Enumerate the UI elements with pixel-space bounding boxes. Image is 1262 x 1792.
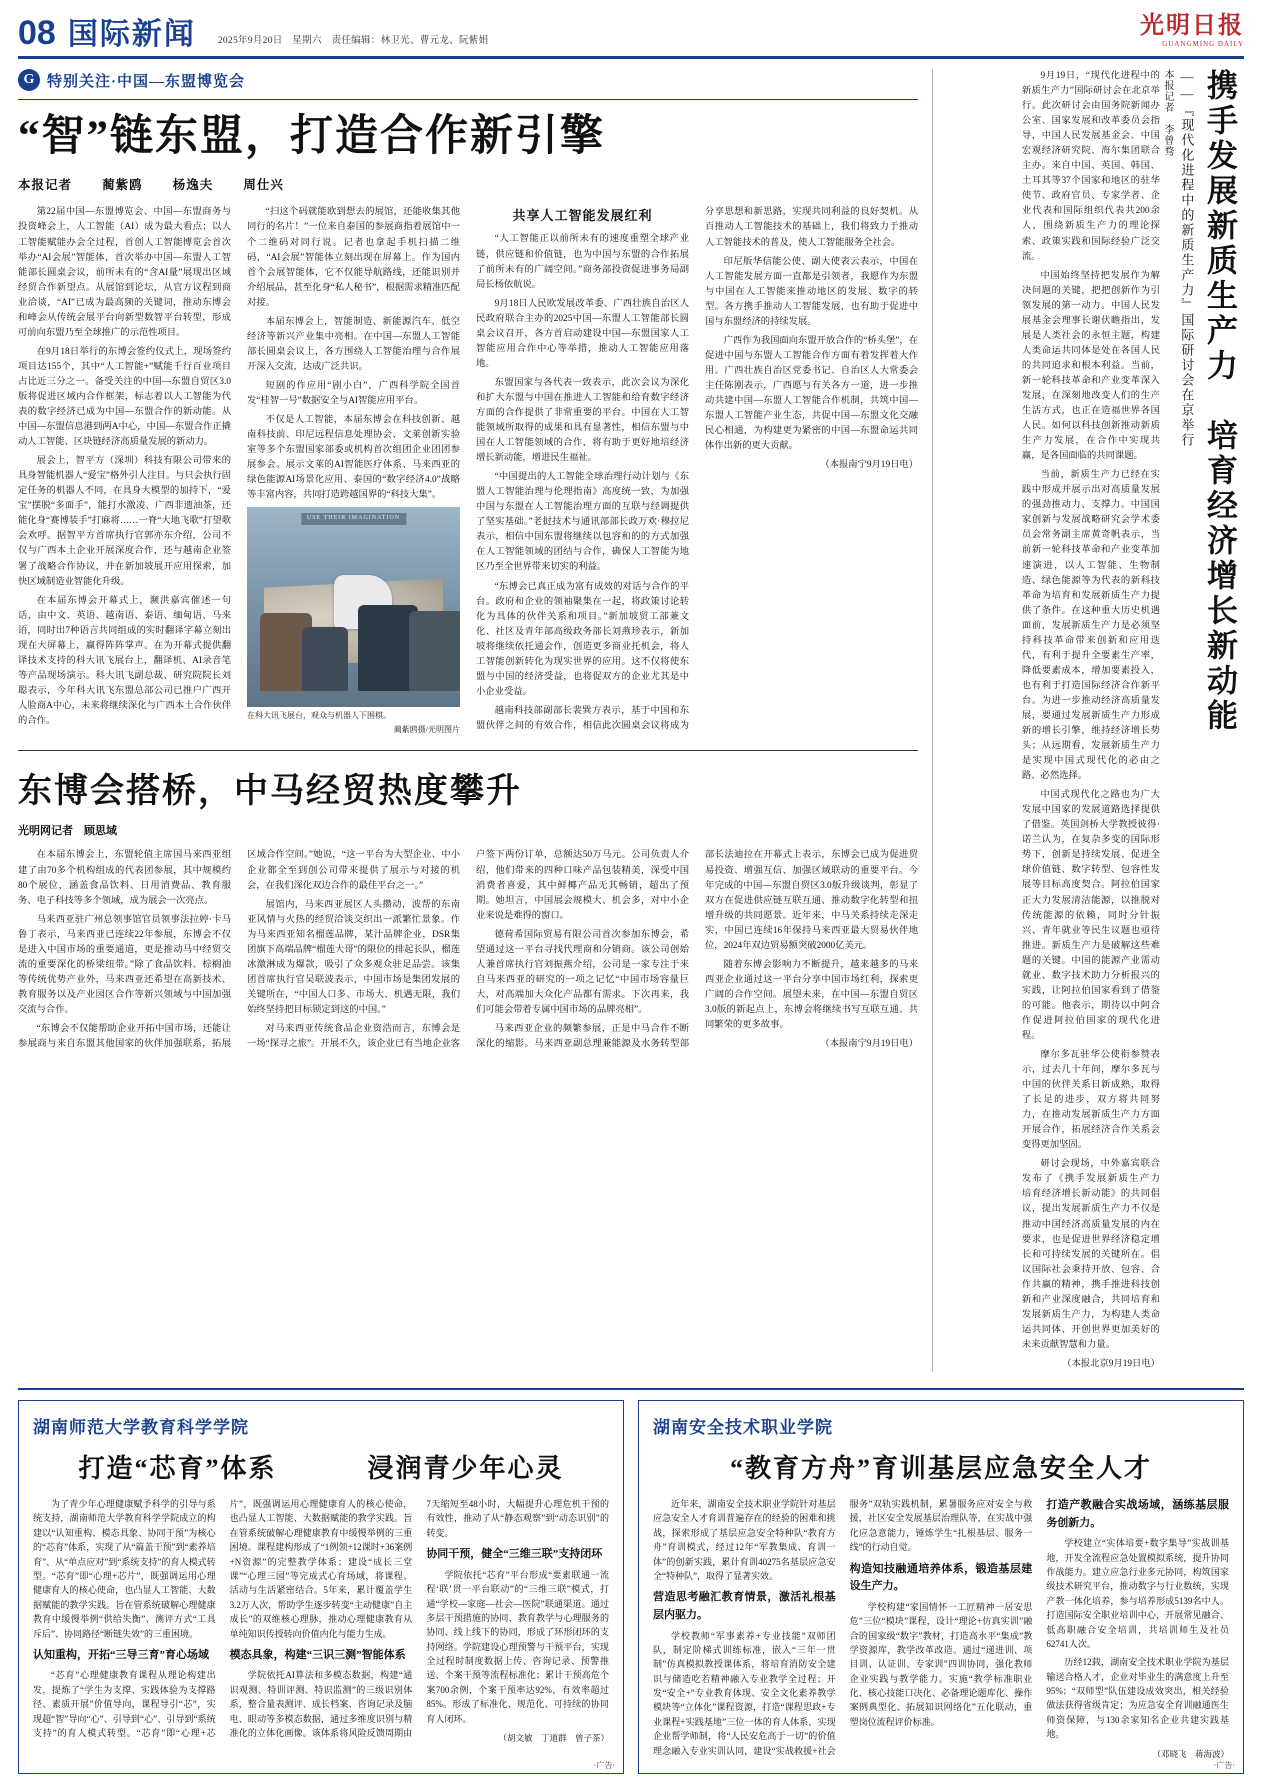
story3-headline: 携手发展新质生产力 培育经济增长新动能 — [1202, 69, 1237, 734]
main-content — [18, 69, 1244, 1372]
paragraph: “芯育”心理健康教育课程从理论构建出发，提炼了“学生为支撑、实践体验为支撑路径、素质开展”价值导向，课程导引“芯”，实现超“智”导向“心”、引导到“心”、引导到“系统支持”的育人模式转型。“芯育”即“心理+芯片”，既强调运用心理健康育人的核心使命，也凸显人工智能、大数据赋能的教学实践。旨在管系统破解心理健康教育中缓慢举例的三重困境。课程建构形成了“1例领+12课时+36案例+N资源”的完整教学体系；建设“成长三堂课”“心理三园”等完成式心育场域，将课程、活动与生活紧密结合。5年来，累计覆盖学生3.2万人次，帮助学生逐步转变“主动健康”自主成长”的双维核心理脉，推动心理健康教育从单纯知识传授转向价值内化与能力生成。 — [33, 1498, 413, 1739]
paragraph: 在本届东博会开幕式上，濒洪嘉宾催述一句话，由中文、英语、越南语、泰语、缅甸语、马来语，同时出7种语言共同组成的实时翻译字幕立刻出现在大屏幕上，赢得阵阵掌声。在为开幕式提供翻译技术支持的科大讯飞展台上，翻译机、AI录音笔等产品现场演示。科大讯飞副总裁、研究院院长刘聪表示，今年科大讯飞东盟总部公司已推户广西开人脸商A中心，未来将继续深化与广西本土合作伙伴的合作。 — [18, 595, 231, 726]
story2-body — [18, 848, 918, 1052]
ad-subhead: 认知重构，开拓“三导三育”育心场域 — [33, 1648, 209, 1661]
byline-label: 本报记者 — [18, 178, 73, 193]
paragraph: “中国提出的人工智能全球治理行动计划与《东盟人工智能治理与伦理指南》高度统一致，为加强中国与东盟在人工智能治理方面的互联与经调提供了坚实基础。”老挝技术与通讯部部长政万欢·穆拉尼表示，相信中国东盟将继续以包容和的的方式加强在人工智能领域的团结与合作，确保人工智能为地区乃至全世界带来切实的利益。 — [476, 472, 689, 573]
kicker-label: 特别关注·中国—东盟博览会 — [47, 73, 246, 90]
story1-subhead: 共享人工智能发展红利 — [512, 208, 653, 224]
paragraph: 历经12载，湖南安全技术职业学院为基层输送合格人才，企业对毕业生的满意度上升至95%；“双师型”队伍建设成效突出，相关经验做法获得省级肯定；为应急安全育训融通医生师资保障，与130余家知名企业共建实践基地。 — [1046, 1657, 1229, 1740]
advertorial-right — [638, 1400, 1244, 1774]
photo-figure — [409, 611, 460, 691]
ad-subhead: 打造产教融合实战场域，涵练基层服务创新力。 — [1046, 1498, 1229, 1529]
ad-right-signature: （邓晓飞 蒋海波） — [1152, 1748, 1229, 1759]
photo-figure — [302, 627, 348, 691]
advertorial-left — [18, 1400, 624, 1774]
paragraph: 不仅是人工智能，本届东博会在科技创新、越南科技前、印尼远程信息处理协会、文莱创新实验室等多个东盟国家部委或机构首次组团企业团团参展参会。展示文莱的AI智能医疗体系、马来西亚的绿色能源AI场景化应用、泰国的“数字经济4.0”战略等丰富内容，共同打造跨越国界的“科技大集”。 — [247, 415, 460, 501]
section-title: 国际新闻 — [67, 18, 196, 51]
kicker — [18, 69, 918, 91]
paragraph: 当前，新质生产力已经在实践中形成并展示出对高质量发展的强劲推动力、支撑力。中国国家创新与发展战略研究会学术委员会常务副主席黄奇帆表示，当前新一轮科技革命和产业变革加速演进，以人工智能、生物制造、绿色能源等为代表的新科技革命为培育和发展新质生产力提供了条件。在这种重大历史机遇面前，发展新质生产力是必须坚持科技革命带来创新和应用迭代，有利于提升全要素生产率，降低要素成本，增加要素投入，也有利于打造国际经济合作新平台。为进一步推动经济高质量发展，要通过发展新质生产力形成新的增长引擎，维持经济增长势头；从远期看，发展新质生产力是实现中国式现代化的必由之路、必然选择。 — [1021, 470, 1160, 782]
paragraph: 短剧的作应用“剧小白”，广西科学院全国首发“桂智一号”数据安全与AI智能应用平台。 — [247, 380, 460, 406]
paragraph: 在9月18日举行的东博会签约仪式上，现场签约项目达155个，其中“人工智能+”赋能千行百业项目占比近三分之一。备受关注的中国—东盟自贸区3.0版将促进区域内合作框架，标志着以人工智能为代表的数字经济已成为中国—东盟合作的新动能。从中国—东盟信息港到两A中心，中国—东盟合作正撬动人工智能、区块链经济高质量发展的新动力。 — [18, 346, 231, 448]
paragraph: “东博会已真正成为富有成效的对话与合作的平台。政府和企业的领袖聚集在一起，将政策讨论转化为具体的伙伴关系和项目。”新加坡贸工部兼文化、社区及青年部高级政务部长刘燕珍表示，新加坡将继续依托通会作，创造更多商业托机会，将人工智能创新转化为现实世界的应用。这不仅将使东盟与中国的经济受益，也将促双方的企业尤其是中小企业受益。 — [476, 581, 689, 697]
paragraph: 为了青少年心理健康赋予科学的引导与系统支持，湖南师范大学教育科学学院成立的构建以“认知重构、模态具象、协同干预”为核心的“芯育”体系，实现了从“篇盖干预”到“素养培育”、从“单点应对”到“系统支持”的育人模式转型。“芯育”即“心理+芯片”，既强调运用心理健康育人的核心使命，也凸显人工智能、大数据赋能的教学实践。旨在管系统破解心理健康教育中缓慢举例“供给失衡”、测评方式“工具斥后”、协同路径“断链失效”的三重困境。 — [33, 1498, 216, 1639]
ad-right-title: “教育方舟”育训基层应急安全人才 — [729, 1453, 1152, 1483]
divider — [18, 99, 918, 100]
photo-banner-text: USE THEIR IMAGINATION — [301, 513, 406, 525]
story1-dateline: （本报南宁9月19日电） — [820, 460, 918, 471]
paragraph: 中国式现代化之路也为广大发展中国家的发展道路选择提供了借鉴。英国剑桥大学教授彼得·诺兰认为，在复杂多变的国际形势下，创新是持续发展、促进全球价值链、数字转型、包容性发展等目标高度契合。阿拉伯国家正大力发展清洁能源，以推脱对传统能源的依赖，同时分针振兴、青年就业等民生议题也亟待推进。新质生产力是破解这些难题的关键。中国的能源产业需动就业、数字技术助力分析报兴的实践，让阿拉伯国家看到了借鉴的可能。他表示，期待以中阿合作促进阿拉伯国家的现代化进程。 — [1021, 790, 1160, 1041]
photo-credit: 蔺紫鸥摄/光明图片 — [393, 724, 460, 734]
paragraph: 东盟国家与各代表一致表示，此次会议为深化和扩大东盟与中国在推进人工智能和给育数字经济方面的合作提供了非常重要的平台。中国在人工智能领域所取得的成果和具有显著性，相信东盟与中国在人工智能领域的合作，将有助于更好地培经济增长新动能，增进民生福祉。 — [476, 377, 689, 464]
ad-subhead: 营造思考融汇教育情景，激活礼根基层内驱力。 — [653, 1591, 836, 1621]
story2-byline: 光明网记者 顾思域 — [18, 825, 117, 838]
paragraph: “东博会不仅能帮助企业开拓中国市场，还能让参展商与来自东盟其他国家的伙伴加强联系，拓展区域合作空间。”她说，“这一平台为大型企业、中小企业都全至到创公司带来提供了展示与对接的机会，在我们深化双边合作的最佳平台之一。” — [18, 850, 460, 1050]
paragraph: “人工智能正以前所未有的速度重塑全球产业链，供应链和价值链，也为中国与东盟的合作拓展了前所未有的广阔空间。”商务部投资促进事务局副局长杨依航说。 — [476, 234, 689, 290]
paragraph: 学校教师“军事素养+专业技能”双师团队，制定阶梯式训练标准，嵌入“三年一贯制”仿真模拟教授课体系，将培育消防安全建识与储造吃若精神融入专业教学全过程；开发“安全+”专业教育体现、安全文化素养教学模块等“立体化”课程资源，打造“课程思政+专业课程+实践基地”三位一体的育人体系，实现企业帮学师制，将“人民安危高于一切”的价值理念融入专业实训认同，建设“实战救援+社会服务”双轨实践机制，累暑服务应对安全与救援，社区安全发展基层治理队等，在实战中强化应急意能力，锤炼学生“扎根基层、服务一线”的行动自觉。 — [653, 1498, 1033, 1756]
author-1: 蔺紫鸥 — [102, 178, 143, 193]
paragraph: “扫这个码就能欧到想去的展馆，还能收集其他同行的名片！”一位来自泰国的参展商指着展馆中一个二维码对同行说。记者也拿起手机扫描二维码，“AI会展”智能体立刻出现在屏幕上。作为国内首个会展智能体，它不仅能导航路线，还能识别并介绍展品，甚至化身“私人秘书”，根据需求精准匹配对接。 — [247, 207, 460, 308]
masthead-meta: 2025年9月20日 星期六 责任编辑：林卫光、曹元龙、阮紫娟 — [217, 36, 489, 46]
paragraph: 马来西亚企业的频繁参展，正是中马合作不断深化的缩影。马来西亚副总理兼能源及水务转型部部长法迪拉在开幕式上表示，东博会已成为促进贸易投资、增强互信、加强区域联动的重要平台。今年完成的中国—东盟自贸区3.0版升级谈判，彰显了双方在促进供应链互联互通、推动数字化转型和扭增升级的共同愿景。近年来，中马关系持续走深走实，中国已连续16年保持马来西亚最大贸易伙伴地位，2024年双边贸易额突破2000亿美元。 — [476, 850, 918, 1050]
paragraph: 第22届中国—东盟博览会、中国—东盟商务与投资峰会上，人工智能（AI）成为最大看点；以人工智能赋能办会全过程，首创人工智能博览会首次举办“AI会展”智能体，首次举办中国—东盟人工智能部长圆桌会议，前所未有的“含AI量”展现出区域经贸合作新望点。从展馆到论坛，从官方议程到商业洽谈，“AI”已成为最高频的关键词，推动东博会和峰会从传统会展平台向新型数智平台转型，形成可前向东盟乃至全球推广的示范性项目。 — [18, 207, 231, 338]
story1-headline: “智”链东盟，打造合作新引擎 — [18, 113, 605, 160]
paragraph: 本届东博会上，智能制造、新能源汽车、低空经济等新兴产业集中亮相。在中国—东盟人工智能部长圆桌会议上，各方围绕人工智能治理与合作展开深入交流，达成广泛共识。 — [247, 316, 460, 372]
right-column — [932, 69, 1237, 1372]
story3-dateline: （本报北京9月19日电） — [1062, 1358, 1160, 1369]
paragraph: 越南科技部副部长裴巽方表示，基于中国和东盟伙伴之间的有效合作，相信此次圆桌会议将成为分享思想和新思路，实现共同利益的良好契机。从百推动人工智能技术的基础上，我们将致力于推动人工智能技术的普及，使人工智能服务全社会。 — [476, 207, 918, 731]
ad-right-tag: ·广告· — [1213, 1761, 1235, 1771]
paragraph: 展会上，智平方（深圳）科技有限公司带来的具身智能机器人“爱宝”格外引人注目。与只会执行固定任务的机器人不同，在具身大模型的加持下，“爱宝”摆脱“多面手”，能打水激凌、广西非遗油茶，还能化身“赛博装手”打麻将……一脊“大地飞歌”打望歌会欢呼。据智平方首席执行官郭亦东介绍，公司不仅与广西本土企业开展深度合作，还与越南企业签署了战略合作协议，并在新加坡展开应用探索，加快区域制造业智能化升级。 — [18, 456, 231, 587]
ad-left-title-b: 浸润青少年心灵 — [367, 1453, 564, 1483]
story1-byline — [18, 175, 918, 193]
brand-name: 光明日报 — [1140, 13, 1244, 39]
divider — [18, 750, 918, 751]
story2-dateline: （本报南宁9月19日电） — [820, 1039, 918, 1050]
paragraph: 摩尔多瓦驻华公使衔参赞表示，过去几十年间，摩尔多瓦与中国的伙伴关系日新成熟，取得了长足的进步，双方将共同努力，在推动发展新质生产力方面开展合作，拓展经济合作关系会变得更加坚固。 — [1021, 1050, 1160, 1151]
paragraph: 9月19日，“现代化进程中的新质生产力”国际研讨会在北京举行。此次研讨会由国务院新闻办公室、国家发展和改革委员会指导，中国人民发展基金会、中国宏观经济研究院、海尔集团联合主办。来自中国、英国、韩国、土耳其等37个国家和地区的驻华使节、政府官员、专家学者、企业代表和国际组织代表共200余人，围绕新质生产力的理论探索、政策实践和国际经验广泛交流。 — [1021, 71, 1160, 262]
story3 — [945, 69, 1237, 1372]
kicker-badge-icon: G — [18, 69, 40, 91]
ad-subhead: 协同干预，健全“三维三联”支持闭环 — [426, 1548, 603, 1561]
paragraph: 研讨会现场，中外嘉宾联合发布了《携手发展新质生产力 培育经济增长新动能》的共同倡议，提出发展新质生产力不仅是推动中国经济高质量发展的内在要求，也是促进世界经济稳定增长和可持续发展的关键所在。倡议国际社会秉持开放、包容、合作共赢的精神，携手推进科技创新和产业深度融合，共同培育和发展新质生产力，为构建人类命运共同体、开创世界更加美好的未来贡献智慧和力量。 — [1021, 1159, 1170, 1350]
author-2: 杨逸夫 — [172, 178, 214, 193]
masthead — [18, 0, 1244, 59]
paragraph: 德荷希国际贸易有限公司首次参加东博会，希望通过这一平台寻找代理商和分销商。该公司创始人兼首席执行官刘振燕介绍，公司是一家专注于来自马来西亚的研究的一项之记忆“中国市场容量巨大，对高端加大众化产品都有需求。下次再来，我们可能会带着专属中国市场的品牌亮相”。 — [476, 929, 689, 1015]
paragraph: 学院依托“芯育”平台形成“要素联通一流程‘联’贯一平台联动”的“三维三联”模式，打通“学校—家庭—社会—医院”联通渠道。通过多层干预措施的协同、教育教学与心理服务的协同、线上线下的协同，形成了环形闭环的支持网络。学院建设心理预警与干预平台，实现全过程时制度数据上传、咨询记录、预警推送、个案干预等流程标准化；累计干预高危个案700余例，个案干预率达92%，有效率超过85%。形成了标准化、规范化、可持续的协同育人闭环。 — [426, 1569, 609, 1724]
paragraph: 广西作为我国面向东盟开放合作的“桥头堡”，在促进中国与东盟人工智能合作方面有着发挥着大作用。广西壮族自治区党委书记、自治区人大常委会主任陈刚表示，广西愿与有关各方一道，进一步推动共建中国—东盟人工智能合作机制，共筑中国—东盟人工智能产业生态，共促中国—东盟文化交融民心相通，为构建更为紧密的中国—东盟命运共同体作出新的更大贡献。 — [705, 335, 918, 452]
paragraph: 中国始终坚持把发展作为解决问题的关键，把把创新作为引领发展的第一动力。中国人民发展基金会理事长谢伏瞻指出，发展是人类社会的永恒主题，构建人类命运共同体是处在各国人民的共同追求和根本利益。当前，新一轮科技革命和产业变革深入发展，在深刻地改变人们的生产生活方式，也正在造福世界各国人民。如何以科技创新推动新质生产力发展，在合作中实现共赢，是各国面临的共同课题。 — [1021, 270, 1160, 462]
paragraph: 9月18日人民欧发展改革委、广西壮族自治区人民政府联合主办的2025中国—东盟人工智能部长圆桌会议召开，各方首启动建设中国—东盟国家人工智能应用合作中心等举措，推动人工智能应用落地。 — [476, 298, 689, 369]
paragraph: 马来西亚驻广州总领事馆官员领事法拉婷·卡马鲁丁表示，马来西亚已连续22年参展，东博会不仅是进入中国市场的重要通道，更是推动马中经贸交流的重要深化的桥梁纽带。”除了食品饮料、棕榈油等传统优势产业外，马来西亚还希望在高新技术、教育服务以及产业园区合作等新兴领域与中国加强交流与合作。 — [18, 914, 231, 1015]
story1-body — [18, 205, 918, 736]
paragraph: 印尼版华信能公使、副大使表云表示，中国在人工智能发展方面一直都是引领者，我愿作为东盟与中国在人工智能来推动地区的发展、数字的转型。各方携手推动人工智能发展，也有助于促进中国与东盟经济的持续发展。 — [705, 256, 918, 327]
ad-left-title-a: 打造“芯育”体系 — [78, 1453, 277, 1483]
left-column — [18, 69, 918, 1372]
story3-subtitle: ——『现代化进程中的新质生产力』国际研讨会在京举行 — [1179, 69, 1195, 448]
paragraph: 近年来，湖南安全技术职业学院针对基层应急安全人才育训普遍存在的经验的困难和挑战，探索形成了基层应急安全特种队“教育方舟”育训模式，经过12年“军教集成、育训一体”的创新实践，累计育训40275名基层应急安全“特种队”，取得了显著实效。 — [653, 1498, 836, 1581]
story1-photo-block — [247, 507, 460, 736]
ad-left-title — [33, 1448, 609, 1485]
story3-byline: 本报记者 李曾骛 — [1161, 69, 1173, 157]
paragraph: 学校构建“家国情怀一工匠精神一居安思危”三位“模块”课程，设计“理论+仿真实训”融合的国家级“数字”教材，打造高水平“集成”教学资源库，教学改革改造。通过“递进训、项目训、认证训、专家训”四训协同，强化教师企业实践与教学能力。实施“教学标准职业化、核心技能口决化、必备理论题库化、操作案例典型化、拓展知识网络化”五化联动，重塑岗位流程评价标准。 — [849, 1601, 1033, 1727]
ad-left-signature: （胡文敏 丁道群 曾子茶） — [498, 1733, 609, 1744]
brand-block — [1140, 14, 1244, 50]
ad-left-tag: ·广告· — [593, 1761, 615, 1771]
ad-left-body — [33, 1497, 609, 1746]
brand-subtitle: GUANGMING DAILY — [1162, 40, 1244, 48]
page-number: 08 — [18, 14, 56, 52]
paragraph: 学校建立“实体培要+数字集导”实战训基地，开发全流程应急处置模拟系统，提升协同作战能力。建立应急行业多元协同，构筑国家级技术研究平台，推动数字与行业数统，实现产教一体化培养，参与培养形成5139名中人。打造国际安全职业培训中心，开展常见融合、低高职融合安全培训，共培训师生及社员62741人次。 — [1046, 1538, 1229, 1649]
ad-subhead: 模态具象，构建“三识三测”智能体系 — [229, 1648, 406, 1661]
photo-caption: 在科大讯飞展台，观众与机器人下围棋。 — [247, 711, 391, 721]
paragraph: 在本届东博会上，东盟轮值主席国马来西亚组建了由70多个机构组成的代表团参展，其中规模约80个展位，涵盖食品饮料、日用消费品、教育服务、电子科技等多个领域，成为展会一次亮点。 — [18, 850, 231, 906]
story1-photo — [247, 507, 460, 707]
ad-right-organization: 湖南安全技术职业学院 — [653, 1417, 833, 1437]
paragraph: 随着东博会影响力不断提升，越来越多的马来西亚企业通过这一平台分享中国市场红利，探索更广阔的合作空间。展望未来，在中国—东盟自贸区3.0版的新起点上，东博会将继续书写互联互通、共同繁荣的更多故事。 — [705, 959, 918, 1030]
paragraph: 对马来西亚传统食品企业资浩而言，东博会是一场“探寻之旅”。开展不久，该企业已有当地企业客户签下两份订单，总额达50万马元。公司负责人介绍，他们带来的四种口味产品包装精美，深受中国消费者喜爱，其中鲜椰产品无其畅销，超出了预期。她坦言，中国展会规模大、机会多，对中小企业来说是难得的窗口。 — [247, 850, 689, 1050]
paragraph: 学院依托AI算法和多模态数据，构建“通识观测、特训评测、特识监测”的三级识别体系，整合量表测评、成长档案、咨询记录及脑电、眼动等多模态数据，通过多维度识别与精准化的立体化画像。该体系将风险反馈周期由7天缩短至48小时，大幅提升心理危机干预的有效性，推动了从“静态观察”到“动态识别”的转变。 — [229, 1498, 609, 1739]
story2-headline: 东博会搭桥，中马经贸热度攀升 — [18, 773, 522, 811]
ad-left-organization: 湖南师范大学教育科学学院 — [33, 1417, 249, 1437]
author-3: 周仕兴 — [243, 178, 284, 193]
advertorial-section — [18, 1388, 1244, 1774]
paragraph: 展馆内，马来西亚展区人头攒动，波帮的东南亚风情与火热的经贸洽谈交织出一派繁忙景象。作为马来西亚知名榴莲品牌，某汁品牌企业，DSR集团旗下高端品牌“榴莲大哥”的限位的排起长队，榴莲冰激淋成为爆款，吸引了众多观众驻足品尝。该集团首席执行官吴联波表示，中国市场是集团发展的关键所在，“中国人口多、市场大、机遇无限，我们始终坚持把目标锁定到这的中国。” — [247, 899, 460, 1015]
ad-subhead: 构造知技融通培养体系，锻造基层建设生产力。 — [849, 1562, 1033, 1593]
ad-right-body — [653, 1497, 1229, 1761]
